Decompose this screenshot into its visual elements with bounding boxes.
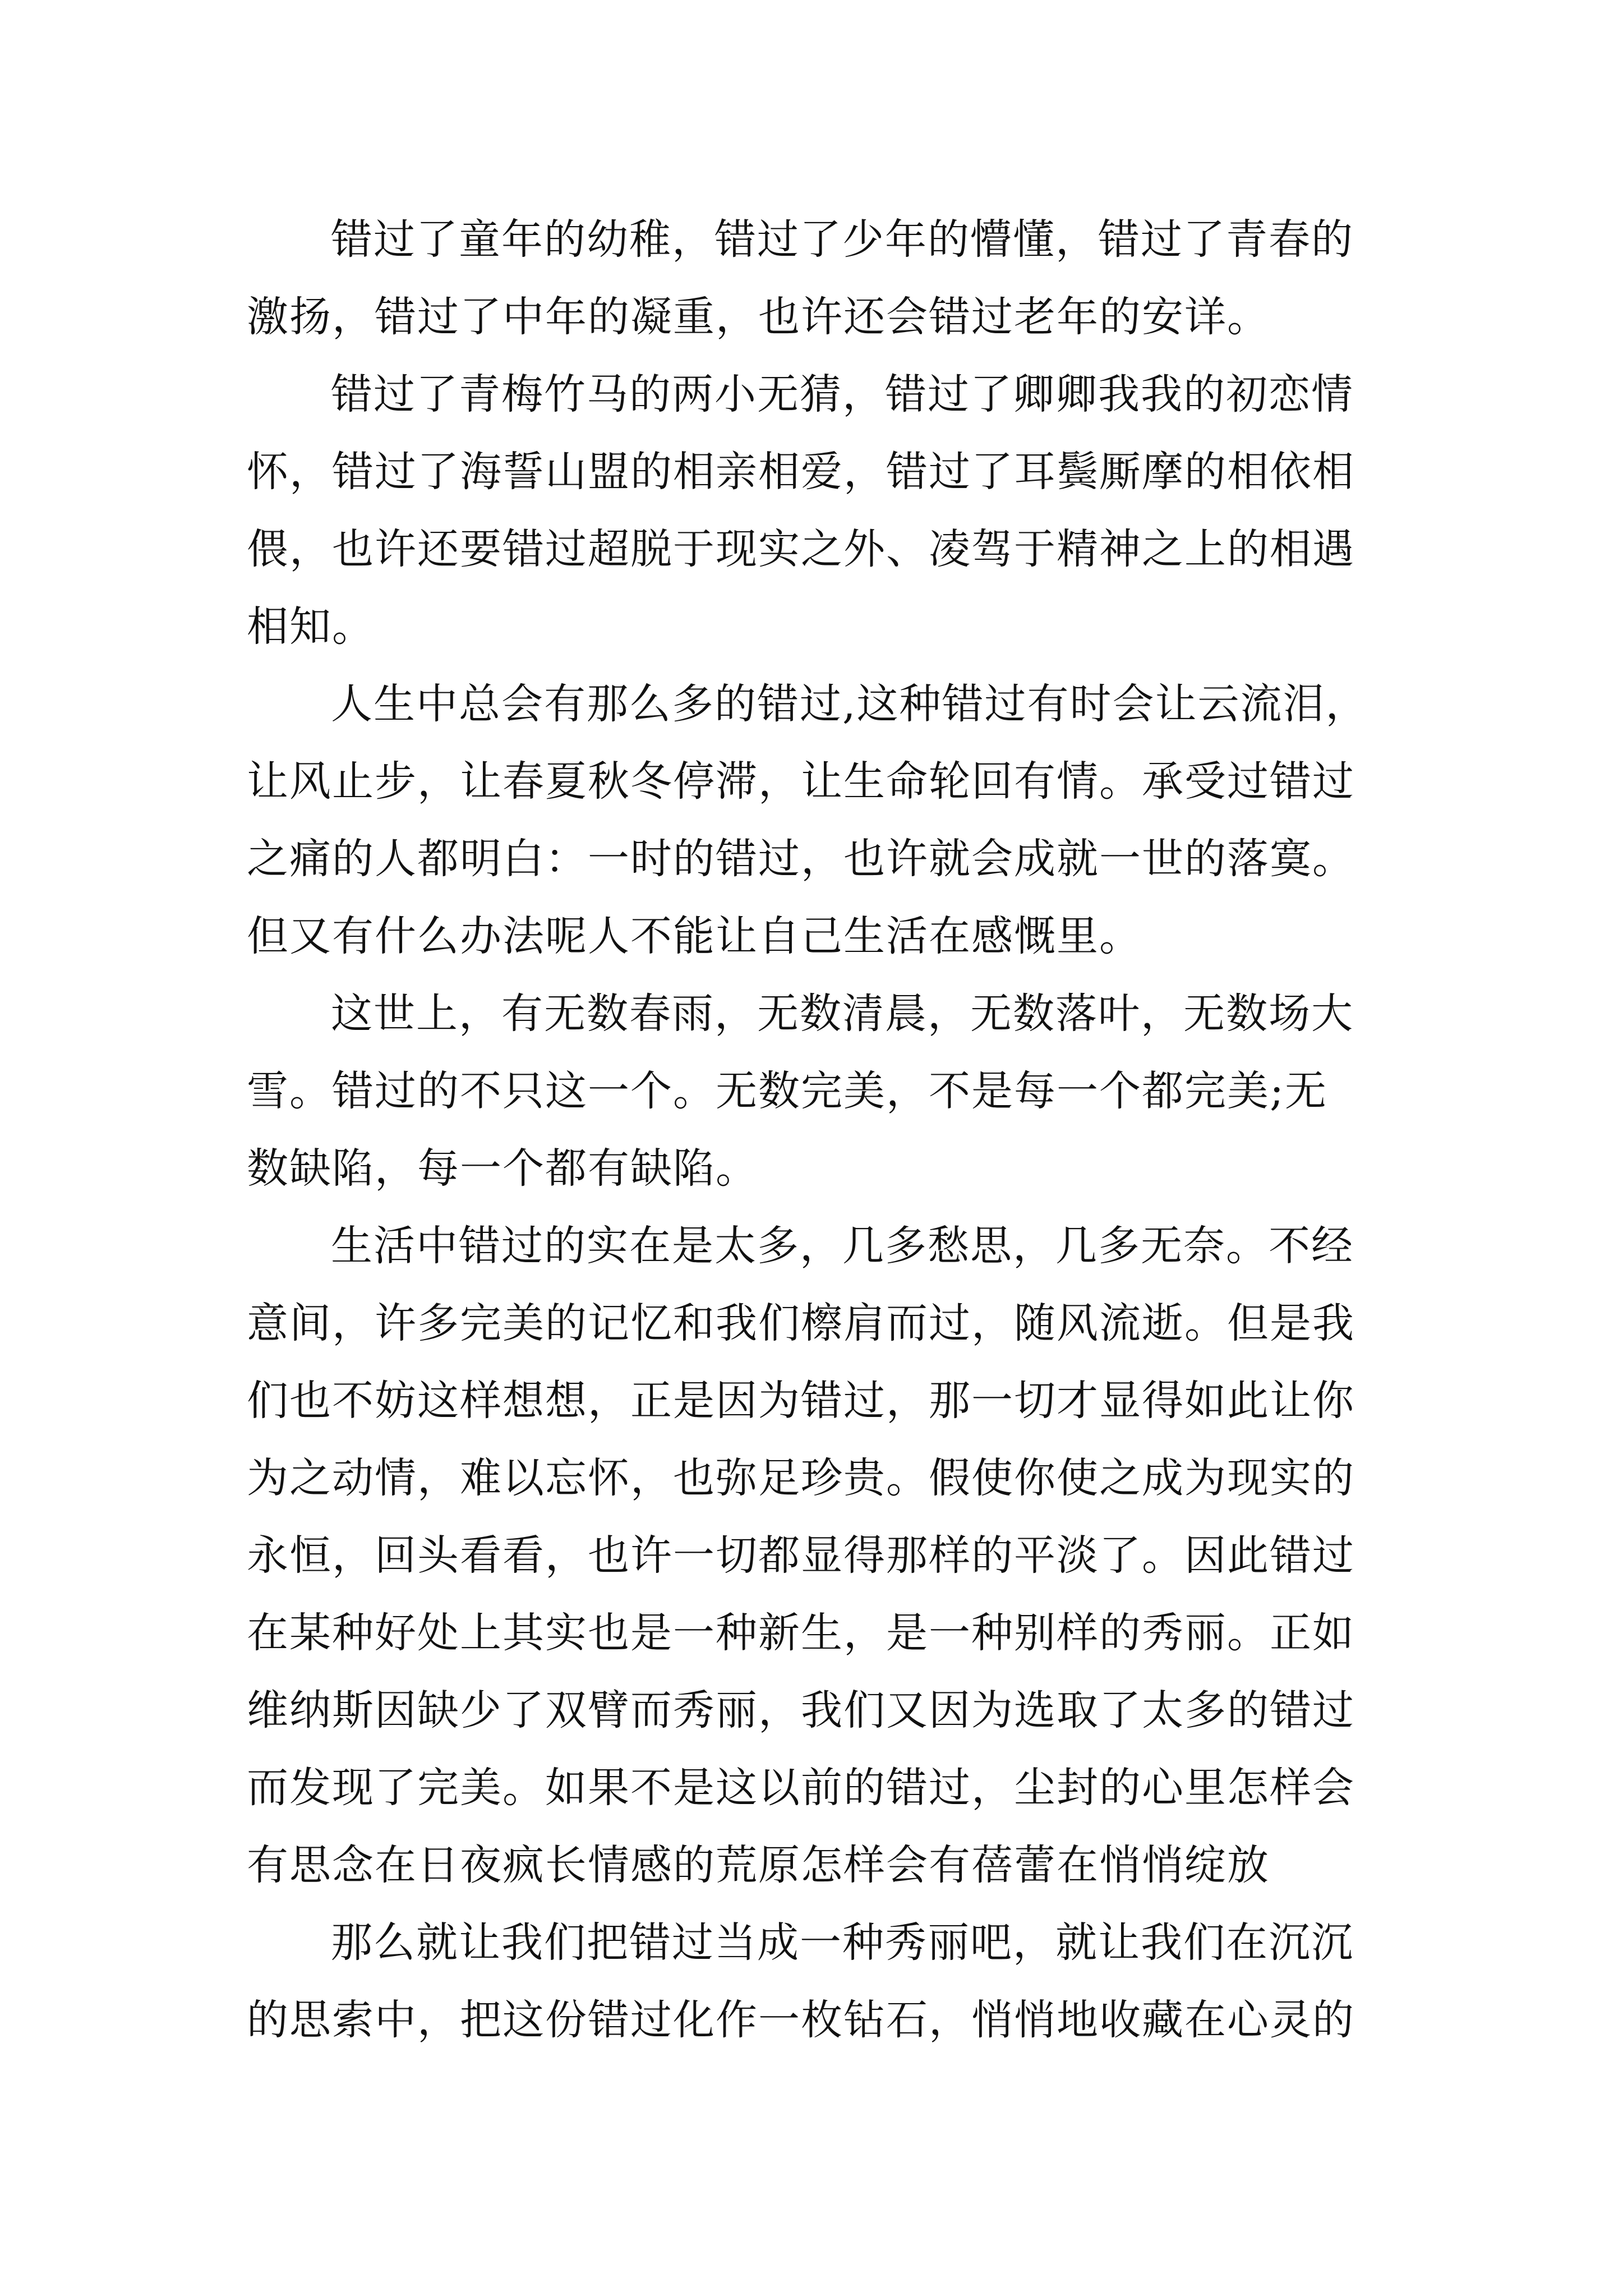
text-line: 雪。错过的不只这一个。无数完美，不是每一个都完美;无	[247, 1067, 1327, 1115]
paragraph-5	[247, 1207, 1391, 1904]
text-line: 激扬，错过了中年的凝重，也许还会错过老年的安详。	[247, 293, 1270, 341]
paragraph-4	[247, 975, 1391, 1207]
text-line: 那么就让我们把错过当成一种秀丽吧，就让我们在沉沉	[331, 1918, 1354, 1967]
text-line: 之痛的人都明白：一时的错过，也许就会成就一世的落寞。	[247, 835, 1355, 883]
document-body	[247, 201, 1391, 2059]
text-line: 有思念在日夜疯长情感的荒原怎样会有蓓蕾在悄悄绽放	[247, 1841, 1270, 1889]
text-line: 们也不妨这样想想，正是因为错过，那一切才显得如此让你	[247, 1377, 1355, 1425]
text-line: 在某种好处上其实也是一种新生，是一种别样的秀丽。正如	[247, 1609, 1355, 1657]
text-line: 错过了青梅竹马的两小无猜，错过了卿卿我我的初恋情	[331, 370, 1354, 418]
paragraph-6	[247, 1904, 1391, 2059]
text-line: 数缺陷，每一个都有缺陷。	[247, 1144, 758, 1193]
text-line: 为之动情，难以忘怀，也弥足珍贵。假使你使之成为现实的	[247, 1454, 1355, 1502]
text-line: 让风止步，让春夏秋冬停滞，让生命轮回有情。承受过错过	[247, 757, 1355, 806]
text-line: 永恒，回头看看，也许一切都显得那样的平淡了。因此错过	[247, 1531, 1355, 1580]
text-line: 但又有什么办法呢人不能让自己生活在感慨里。	[247, 912, 1142, 960]
text-line: 相知。	[247, 602, 375, 651]
text-line: 错过了童年的幼稚，错过了少年的懵懂，错过了青春的	[331, 215, 1354, 264]
text-line: 怀，错过了海誓山盟的相亲相爱，错过了耳鬓厮摩的相依相	[247, 448, 1355, 496]
text-line: 生活中错过的实在是太多，几多愁思，几多无奈。不经	[331, 1222, 1354, 1270]
text-line: 这世上，有无数春雨，无数清晨，无数落叶，无数场大	[331, 990, 1354, 1038]
text-line: 维纳斯因缺少了双臂而秀丽，我们又因为选取了太多的错过	[247, 1686, 1355, 1734]
paragraph-2	[247, 356, 1391, 665]
paragraph-3	[247, 665, 1391, 975]
text-line: 意间，许多完美的记忆和我们檫肩而过，随风流逝。但是我	[247, 1299, 1355, 1347]
text-line: 的思索中，把这份错过化作一枚钻石，悄悄地收藏在心灵的	[247, 1996, 1355, 2044]
text-line: 偎，也许还要错过超脱于现实之外、凌驾于精神之上的相遇	[247, 525, 1355, 573]
paragraph-1	[247, 201, 1391, 356]
text-line: 而发现了完美。如果不是这以前的错过，尘封的心里怎样会	[247, 1764, 1355, 1812]
text-line: 人生中总会有那么多的错过,这种错过有时会让云流泪，	[331, 680, 1368, 728]
